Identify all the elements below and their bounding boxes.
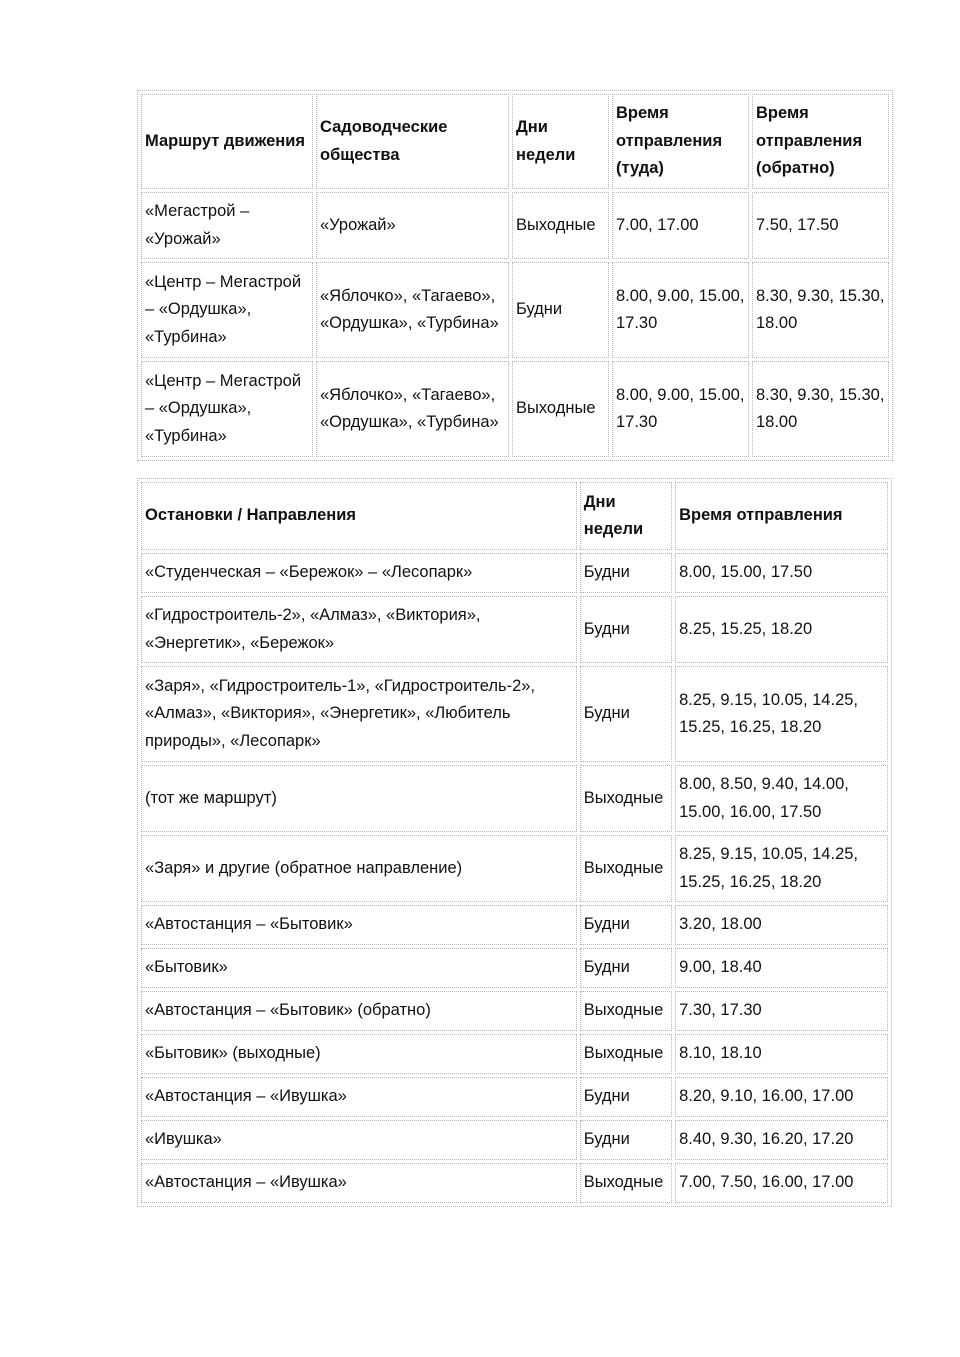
header-weekdays: Дни недели — [580, 482, 672, 550]
societies-cell: «Урожай» — [316, 192, 509, 259]
time-cell: 8.40, 9.30, 16.20, 17.20 — [675, 1120, 888, 1160]
days-cell: Выходные — [580, 1163, 672, 1203]
stops-cell: «Ивушка» — [141, 1120, 577, 1160]
stops-cell: «Бытовик» — [141, 948, 577, 988]
table-row — [141, 835, 888, 902]
header-weekdays: Дни недели — [512, 94, 609, 189]
stops-cell: «Заря», «Гидростроитель-1», «Гидростроитель-2», «Алмаз», «Виктория», «Энергетик», «Любитель природы», «Лесопарк» — [141, 666, 577, 762]
table-row — [141, 361, 889, 457]
time-cell: 8.25, 9.15, 10.05, 14.25, 15.25, 16.25, 18.20 — [675, 666, 888, 762]
stops-cell: «Автостанция – «Бытовик» — [141, 905, 577, 945]
time-cell: 8.00, 8.50, 9.40, 14.00, 15.00, 16.00, 17.50 — [675, 765, 888, 832]
table-row — [141, 905, 888, 945]
time-cell: 9.00, 18.40 — [675, 948, 888, 988]
header-departure-back: Время отправления (обратно) — [752, 94, 889, 189]
days-cell: Будни — [512, 262, 609, 358]
table-row — [141, 666, 888, 762]
route-cell: «Центр – Мегастрой – «Ордушка», «Турбина» — [141, 262, 313, 358]
stops-cell: «Автостанция – «Ивушка» — [141, 1163, 577, 1203]
days-cell: Выходные — [580, 991, 672, 1031]
stops-cell: «Заря» и другие (обратное направление) — [141, 835, 577, 902]
time-cell: 8.25, 9.15, 10.05, 14.25, 15.25, 16.25, 18.20 — [675, 835, 888, 902]
days-cell: Выходные — [580, 835, 672, 902]
time-cell: 7.00, 7.50, 16.00, 17.00 — [675, 1163, 888, 1203]
route-schedule-table — [137, 90, 893, 461]
time-cell: 8.00, 15.00, 17.50 — [675, 553, 888, 593]
route-cell: «Центр – Мегастрой – «Ордушка», «Турбина» — [141, 361, 313, 457]
days-cell: Будни — [580, 948, 672, 988]
time-cell: 8.25, 15.25, 18.20 — [675, 596, 888, 663]
table-header-row — [141, 94, 889, 189]
header-garden-societies: Садоводческие общества — [316, 94, 509, 189]
stops-cell: (тот же маршрут) — [141, 765, 577, 832]
stops-cell: «Автостанция – «Бытовик» (обратно) — [141, 991, 577, 1031]
stops-cell: «Автостанция – «Ивушка» — [141, 1077, 577, 1117]
table-row — [141, 991, 888, 1031]
stops-cell: «Студенческая – «Бережок» – «Лесопарк» — [141, 553, 577, 593]
stops-schedule-table — [137, 478, 892, 1207]
societies-cell: «Яблочко», «Тагаево», «Ордушка», «Турбина» — [316, 262, 509, 358]
header-route: Маршрут движения — [141, 94, 313, 189]
days-cell: Будни — [580, 596, 672, 663]
days-cell: Будни — [580, 1077, 672, 1117]
time-cell: 8.10, 18.10 — [675, 1034, 888, 1074]
time-back-cell: 8.30, 9.30, 15.30, 18.00 — [752, 361, 889, 457]
days-cell: Выходные — [580, 765, 672, 832]
time-cell: 7.30, 17.30 — [675, 991, 888, 1031]
days-cell: Выходные — [580, 1034, 672, 1074]
societies-cell: «Яблочко», «Тагаево», «Ордушка», «Турбина» — [316, 361, 509, 457]
time-back-cell: 8.30, 9.30, 15.30, 18.00 — [752, 262, 889, 358]
table-row — [141, 262, 889, 358]
time-cell: 8.20, 9.10, 16.00, 17.00 — [675, 1077, 888, 1117]
table-row — [141, 1034, 888, 1074]
table-row — [141, 553, 888, 593]
route-cell: «Мегастрой – «Урожай» — [141, 192, 313, 259]
time-cell: 3.20, 18.00 — [675, 905, 888, 945]
header-departure: Время отправления — [675, 482, 888, 550]
stops-cell: «Гидростроитель-2», «Алмаз», «Виктория», «Энергетик», «Бережок» — [141, 596, 577, 663]
table-header-row — [141, 482, 888, 550]
time-there-cell: 8.00, 9.00, 15.00, 17.30 — [612, 262, 749, 358]
table-row — [141, 765, 888, 832]
time-there-cell: 8.00, 9.00, 15.00, 17.30 — [612, 361, 749, 457]
table-row — [141, 192, 889, 259]
days-cell: Будни — [580, 553, 672, 593]
stops-cell: «Бытовик» (выходные) — [141, 1034, 577, 1074]
header-departure-there: Время отправления (туда) — [612, 94, 749, 189]
days-cell: Будни — [580, 666, 672, 762]
days-cell: Будни — [580, 905, 672, 945]
days-cell: Выходные — [512, 361, 609, 457]
table-row — [141, 1077, 888, 1117]
time-there-cell: 7.00, 17.00 — [612, 192, 749, 259]
table-row — [141, 948, 888, 988]
days-cell: Выходные — [512, 192, 609, 259]
days-cell: Будни — [580, 1120, 672, 1160]
table-row — [141, 1163, 888, 1203]
time-back-cell: 7.50, 17.50 — [752, 192, 889, 259]
table-row — [141, 1120, 888, 1160]
table-row — [141, 596, 888, 663]
header-stops: Остановки / Направления — [141, 482, 577, 550]
